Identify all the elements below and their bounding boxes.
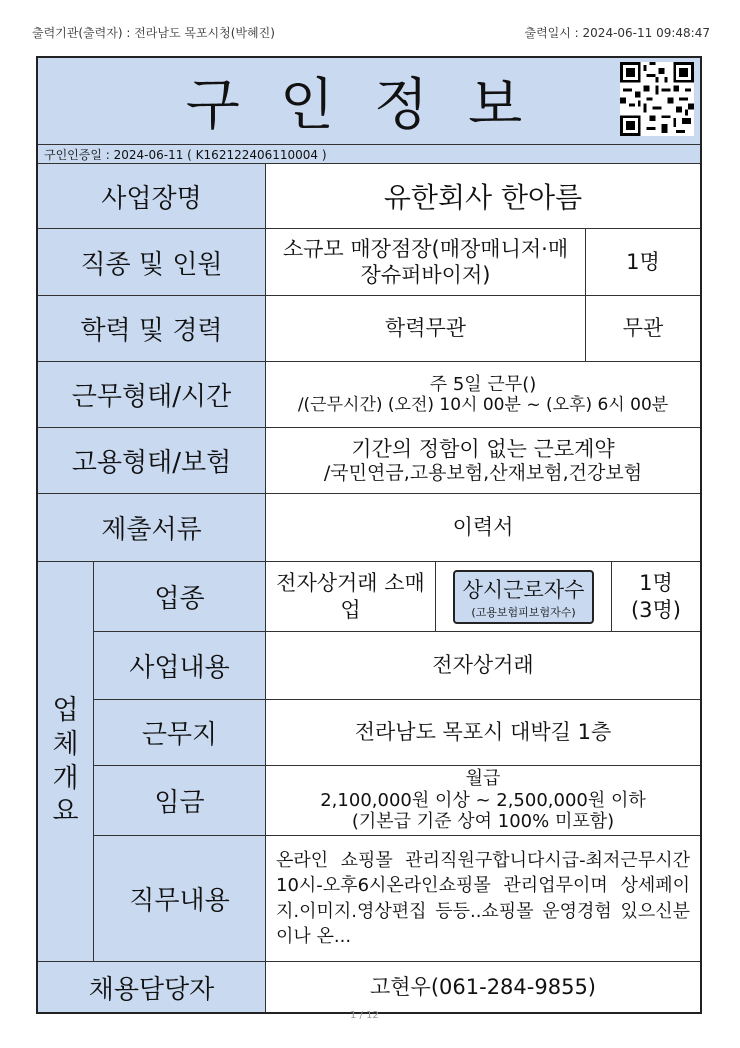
location-label: 근무지 bbox=[94, 700, 266, 766]
documents-value: 이력서 bbox=[266, 494, 700, 562]
job-info-form bbox=[36, 56, 702, 1014]
employee-count-badge bbox=[453, 570, 595, 624]
contract-type-text: 기간의 정함이 없는 근로계약 bbox=[351, 436, 615, 461]
education-value: 학력무관 bbox=[266, 296, 586, 362]
duties-label: 직무내용 bbox=[94, 836, 266, 962]
employee-count-label-cell bbox=[436, 562, 612, 632]
company-overview-text: 업체개요 bbox=[52, 695, 79, 828]
job-label: 직종 및 인원 bbox=[38, 229, 266, 296]
issuer-text: 출력기관(출력자) : 전라남도 목포시청(박혜진) bbox=[32, 26, 275, 40]
education-label: 학력 및 경력 bbox=[38, 296, 266, 362]
job-value: 소규모 매장점장(매장매니저·매장슈퍼바이저) bbox=[266, 229, 586, 296]
qr-code-icon bbox=[620, 62, 694, 136]
insured-count: (3명) bbox=[630, 597, 682, 622]
employee-count-label: 상시근로자수 bbox=[462, 577, 585, 602]
industry-label: 업종 bbox=[94, 562, 266, 632]
page-number: 1 / 12 bbox=[350, 1010, 379, 1021]
work-time-label: 근무형태/시간 bbox=[38, 362, 266, 428]
certification-line: 구인인증일 : 2024-06-11 ( K162122406110004 ) bbox=[38, 144, 700, 164]
career-value: 무관 bbox=[586, 296, 700, 362]
contact-label: 채용담당자 bbox=[38, 962, 266, 1012]
business-content-label: 사업내용 bbox=[94, 632, 266, 700]
industry-value: 전자상거래 소매업 bbox=[266, 562, 436, 632]
employment-label: 고용형태/보험 bbox=[38, 428, 266, 494]
duties-value: 온라인 쇼핑몰 관리직원구합니다시급-최저근무시간 10시-오후6시온라인쇼핑몰 관리업무이며 상세페이지.이미지.영상편집 등등..쇼핑몰 운영경험 있으신분이나 온... bbox=[266, 836, 700, 962]
employee-count: 1명 bbox=[639, 571, 673, 596]
company-overview-label bbox=[38, 562, 94, 962]
business-content-value: 전자상거래 bbox=[266, 632, 700, 700]
wage-value bbox=[266, 766, 700, 836]
wage-note: (기본급 기준 상여 100% 미포함) bbox=[351, 811, 615, 833]
wage-range: 2,100,000원 이상 ~ 2,500,000원 이하 bbox=[320, 789, 646, 811]
title-banner bbox=[38, 58, 700, 144]
wage-label: 임금 bbox=[94, 766, 266, 836]
work-days-text: 주 5일 근무() bbox=[429, 373, 537, 395]
contact-value: 고현우(061-284-9855) bbox=[266, 962, 700, 1012]
wage-type: 월급 bbox=[465, 768, 501, 790]
printed-at-text: 출력일시 : 2024-06-11 09:48:47 bbox=[524, 26, 710, 40]
employment-value bbox=[266, 428, 700, 494]
work-time-value bbox=[266, 362, 700, 428]
job-count: 1명 bbox=[586, 229, 700, 296]
business-name-value: 유한회사 한아름 bbox=[266, 164, 700, 229]
location-value: 전라남도 목포시 대박길 1층 bbox=[266, 700, 700, 766]
work-hours-text: /(근무시간) (오전) 10시 00분 ~ (오후) 6시 00분 bbox=[297, 395, 669, 416]
insurance-text: /국민연금,고용보험,산재보험,건강보험 bbox=[323, 461, 643, 484]
documents-label: 제출서류 bbox=[38, 494, 266, 562]
page-title: 구인정보 bbox=[185, 73, 563, 138]
employee-count-value bbox=[612, 562, 700, 632]
insured-count-label: (고용보험피보험자수) bbox=[471, 605, 576, 619]
business-name-label: 사업장명 bbox=[38, 164, 266, 229]
